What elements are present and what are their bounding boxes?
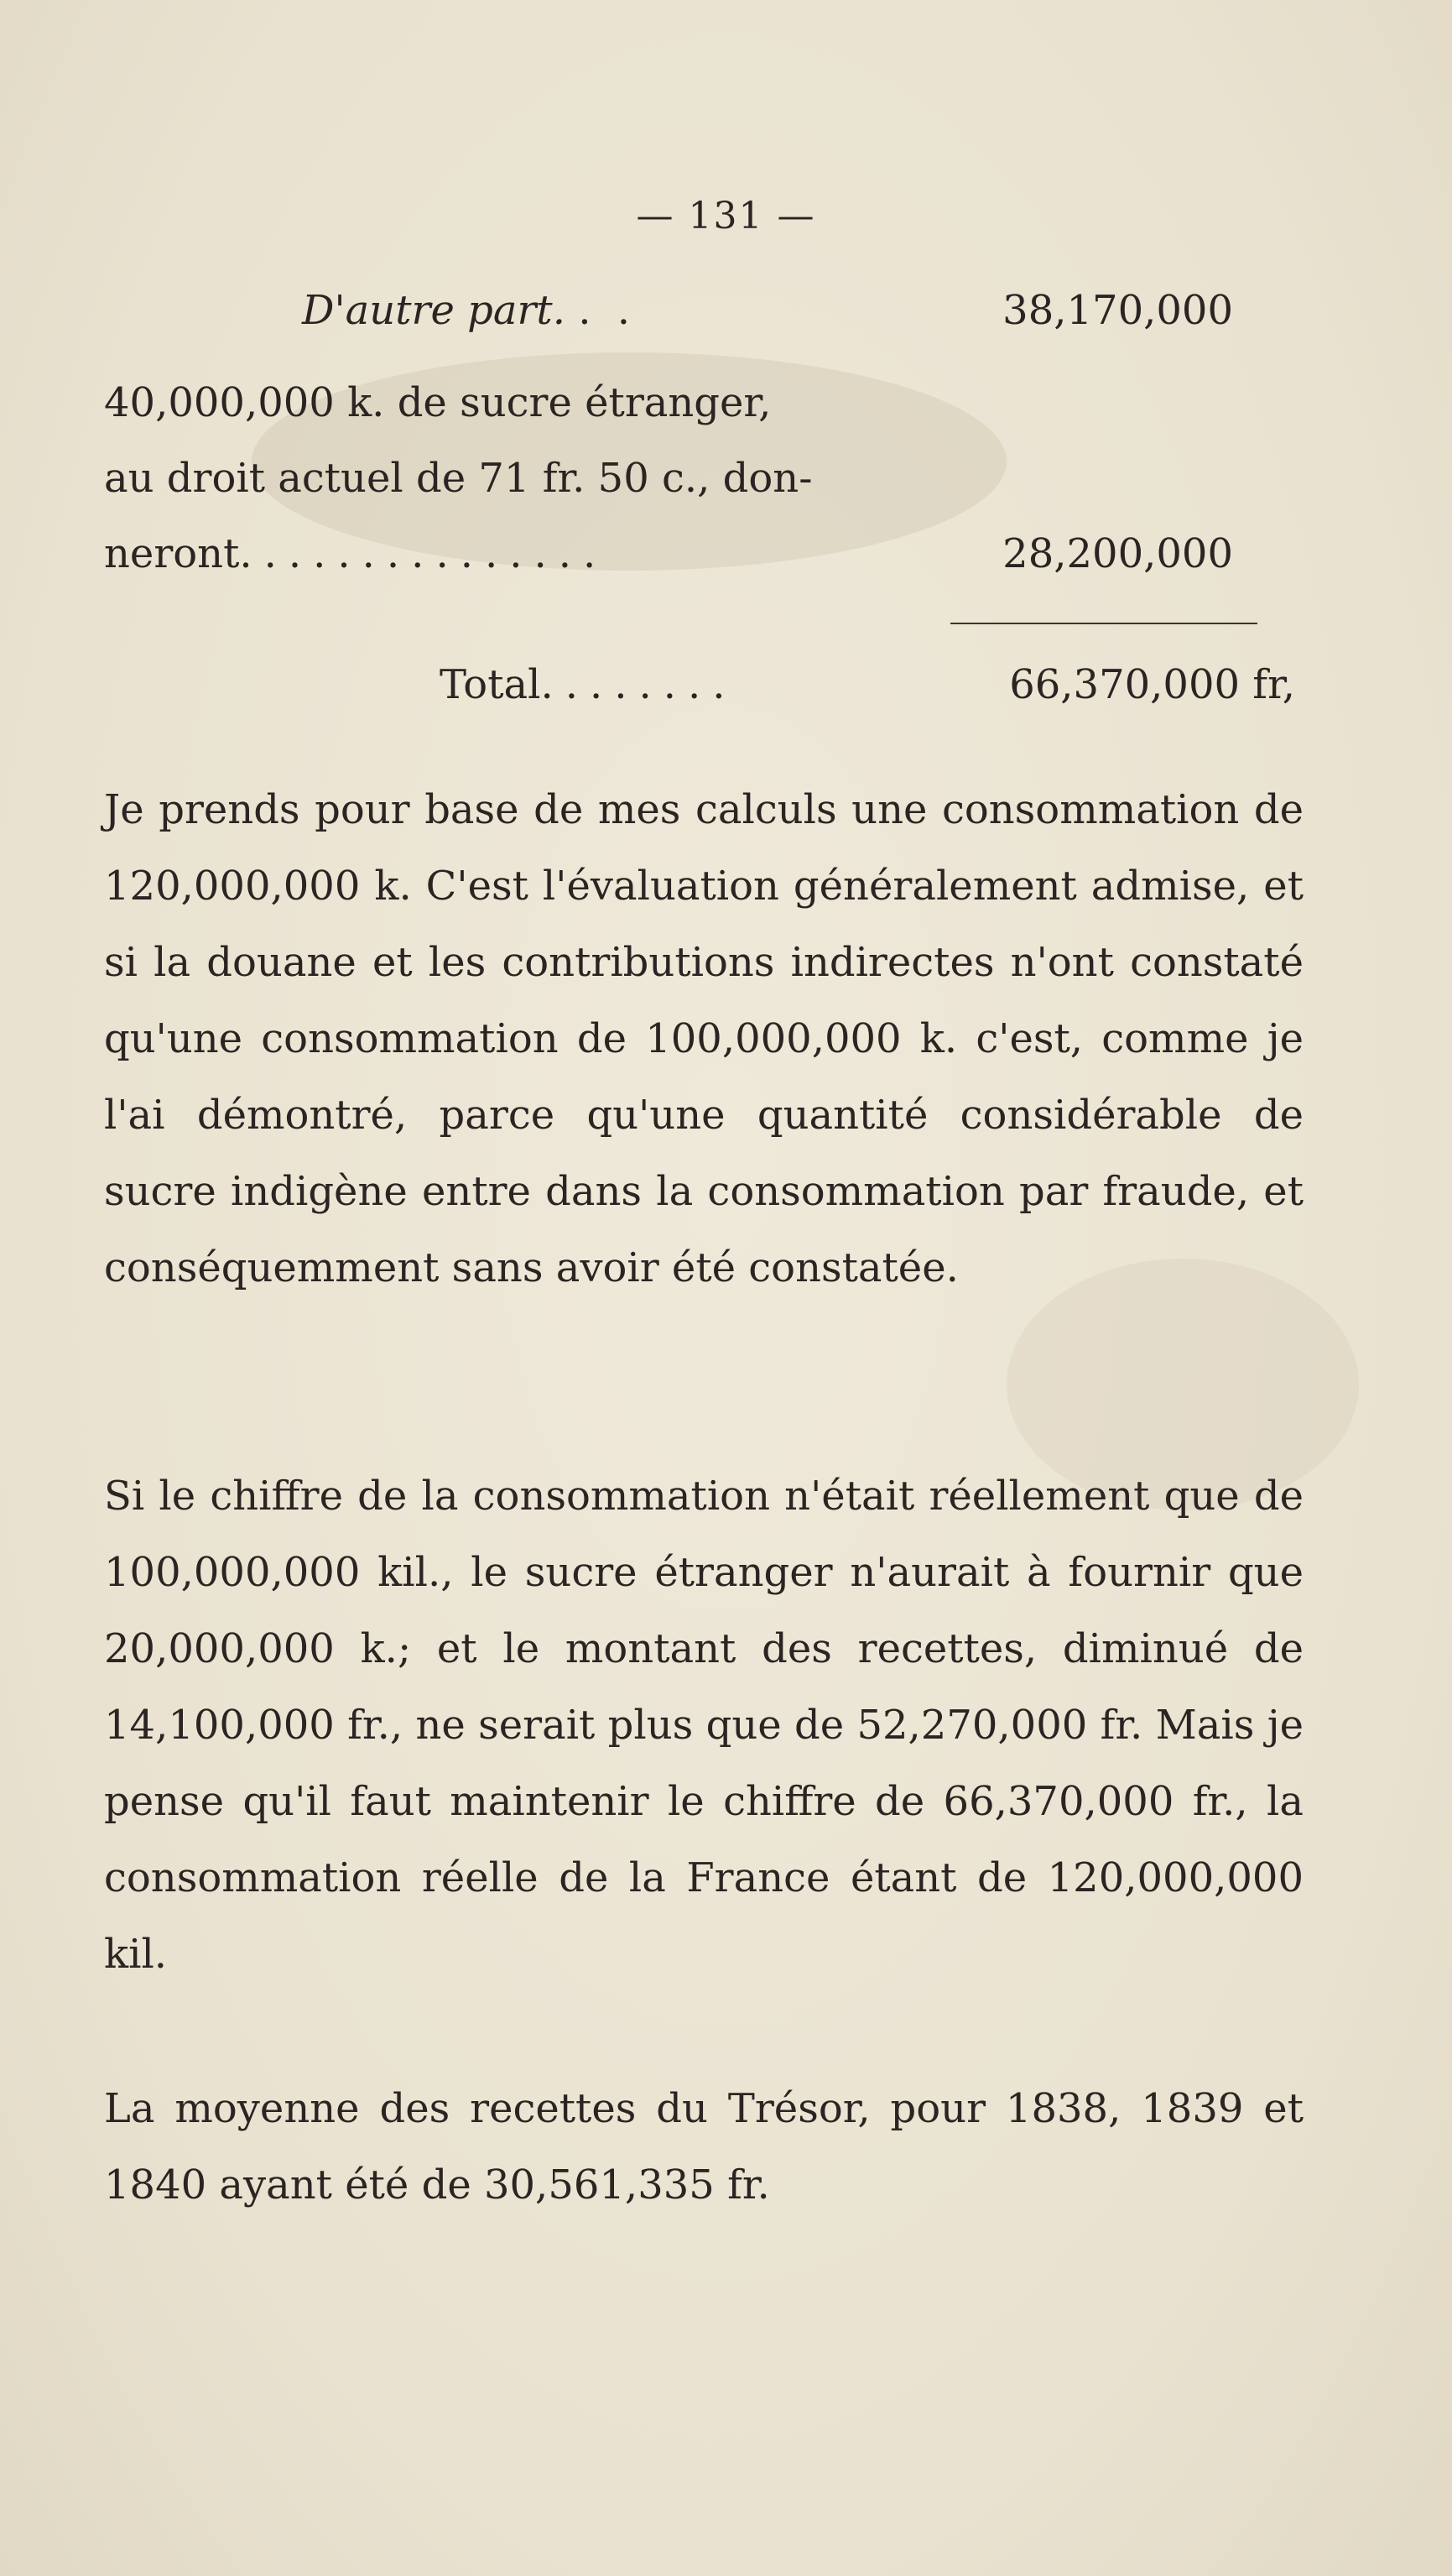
total-row <box>440 661 1295 708</box>
entry-line-3 <box>104 530 1233 577</box>
paragraph: Si le chiffre de la consommation n'était réellement que de 100,000,000 kil., le sucre étranger n'aurait à fournir que 20,000,000 k.; et le montant des recettes, diminué de 14,100,000 fr., ne serait plus que de 52,270,000 fr. Mais je pense qu'il faut maintenir le chiffre de 66,370,000 fr., la consommation réelle de la France étant de 120,000,000 kil. <box>104 1473 1304 1978</box>
carry-forward-label: D'autre part. <box>302 287 565 334</box>
entry-line-3-dots: ............... <box>239 530 608 577</box>
carry-forward-dots: . . <box>578 287 637 334</box>
paragraph: La moyenne des recettes du Trésor, pour 1838, 1839 et 1840 ayant été de 30,561,335 fr. <box>104 2085 1304 2208</box>
page-number: — 131 — <box>636 195 816 237</box>
entry-line-2: au droit actuel de 71 fr. 50 c., don- <box>104 455 813 502</box>
paragraph: Je prends pour base de mes calculs une consommation de 120,000,000 k. C'est l'évaluation généralement admise, et si la douane et les contributions indirectes n'ont constaté qu'une consommation de 100,000,000 k. c'est, comme je l'ai démontré, parce qu'une quantité considérable de sucre indigène entre dans la consommation par fraude, et conséquemment sans avoir été constatée. <box>104 786 1304 1291</box>
carry-forward-row <box>302 287 1233 334</box>
total-label: Total <box>440 661 541 708</box>
total-amount: 66,370,000 fr, <box>1009 661 1295 708</box>
entry-amount: 28,200,000 <box>1002 530 1233 577</box>
carry-forward-amount: 38,170,000 <box>1002 287 1233 334</box>
entry-line-3-label: neront <box>104 530 240 577</box>
entry-line-1: 40,000,000 k. de sucre étranger, <box>104 379 772 426</box>
total-dots: ........ <box>540 661 737 708</box>
total-rule <box>950 623 1257 624</box>
